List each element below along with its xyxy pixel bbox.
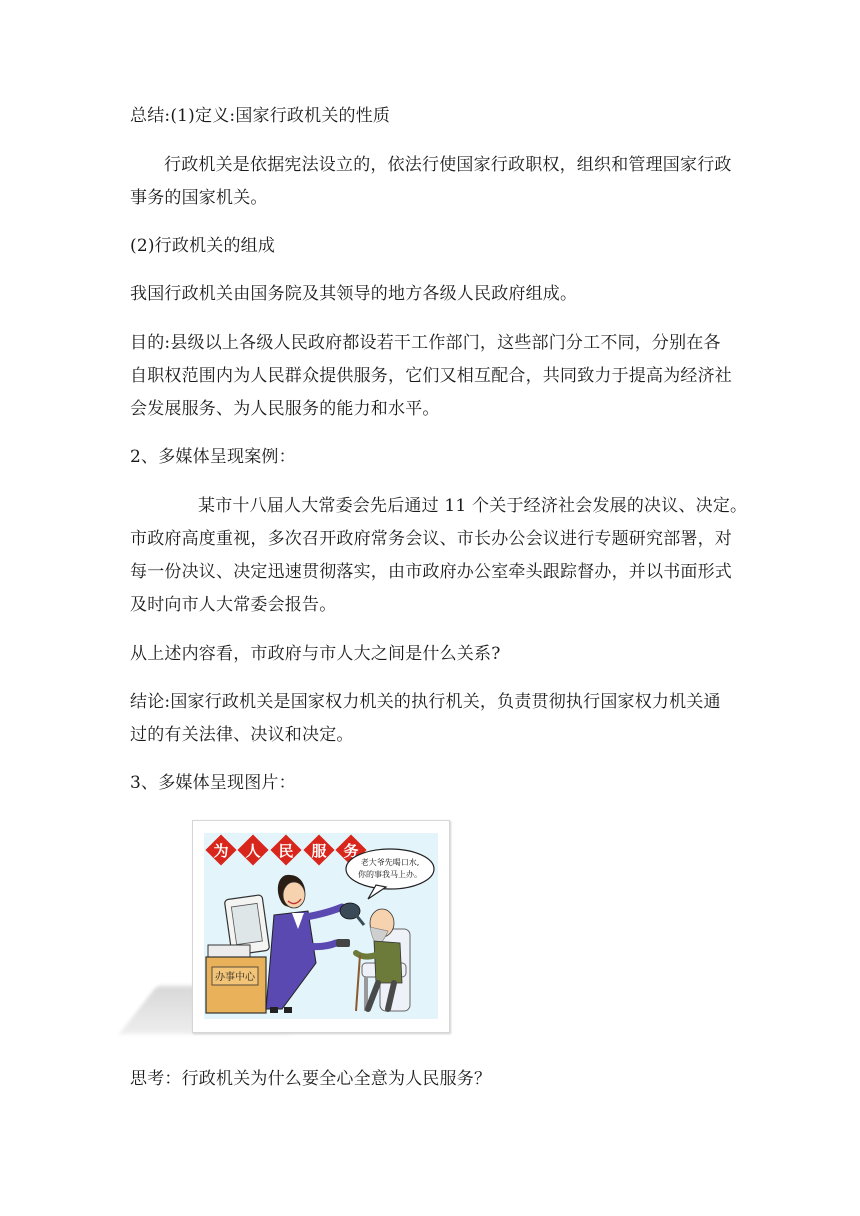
- purpose-paragraph-line-2: 自职权范围内为人民群众提供服务，它们又相互配合，共同致力于提高为经济社: [130, 366, 732, 386]
- definition-paragraph-line-2: 事务的国家机关。: [130, 188, 268, 208]
- desk-label: 办事中心: [215, 972, 255, 983]
- purpose-paragraph-line-3: 会发展服务、为人民服务的能力和水平。: [130, 399, 440, 419]
- multimedia-image-heading: 3、多媒体呈现图片：: [130, 773, 296, 793]
- banner-char-5: 务: [343, 842, 359, 860]
- conclusion-paragraph-line-2: 过的有关法律、决议和决定。: [130, 725, 354, 745]
- multimedia-case-heading: 2、多媒体呈现案例：: [130, 447, 296, 467]
- service-desk: [206, 957, 266, 1013]
- think-question: 思考：行政机关为什么要全心全意为人民服务？: [130, 1069, 492, 1089]
- cartoon-picture: [204, 833, 438, 1019]
- case-paragraph-line-3: 每一份决议、决定迅速贯彻落实，由市政府办公室牵头跟踪督办，并以书面形式: [130, 562, 732, 582]
- definition-paragraph-line-1: 行政机关是依据宪法设立的，依法行使国家行政职权，组织和管理国家行政: [164, 155, 732, 175]
- banner-char-2: 人: [245, 842, 261, 860]
- summary-definition-heading: 总结:(1)定义:国家行政机关的性质: [130, 106, 391, 126]
- banner-char-4: 服: [311, 842, 327, 860]
- purpose-paragraph-line-1: 目的:县级以上各级人民政府都设若干工作部门，这些部门分工不同，分别在各: [130, 333, 721, 353]
- question-relationship: 从上述内容看，市政府与市人大之间是什么关系?: [130, 644, 501, 664]
- banner-char-3: 民: [278, 842, 294, 860]
- conclusion-paragraph-line-1: 结论:国家行政机关是国家权力机关的执行机关，负责贯彻执行国家权力机关通: [130, 692, 721, 712]
- case-paragraph-line-1: 某市十八届人大常委会先后通过 11 个关于经济社会发展的决议、决定。: [198, 496, 748, 516]
- illustration-frame: [192, 820, 450, 1033]
- case-paragraph-line-2: 市政府高度重视，多次召开政府常务会议、市长办公会议进行专题研究部署，对: [130, 529, 732, 549]
- speech-line-1: 老大爷先喝口水,: [360, 858, 420, 867]
- composition-paragraph: 我国行政机关由国务院及其领导的地方各级人民政府组成。: [130, 284, 578, 304]
- speech-line-2: 你的事我马上办。: [358, 870, 422, 879]
- banner-char-1: 为: [213, 842, 229, 860]
- case-paragraph-line-4: 及时向市人大常委会报告。: [130, 595, 337, 615]
- composition-heading: (2)行政机关的组成: [130, 236, 276, 256]
- serve-the-people-illustration: [130, 820, 450, 1035]
